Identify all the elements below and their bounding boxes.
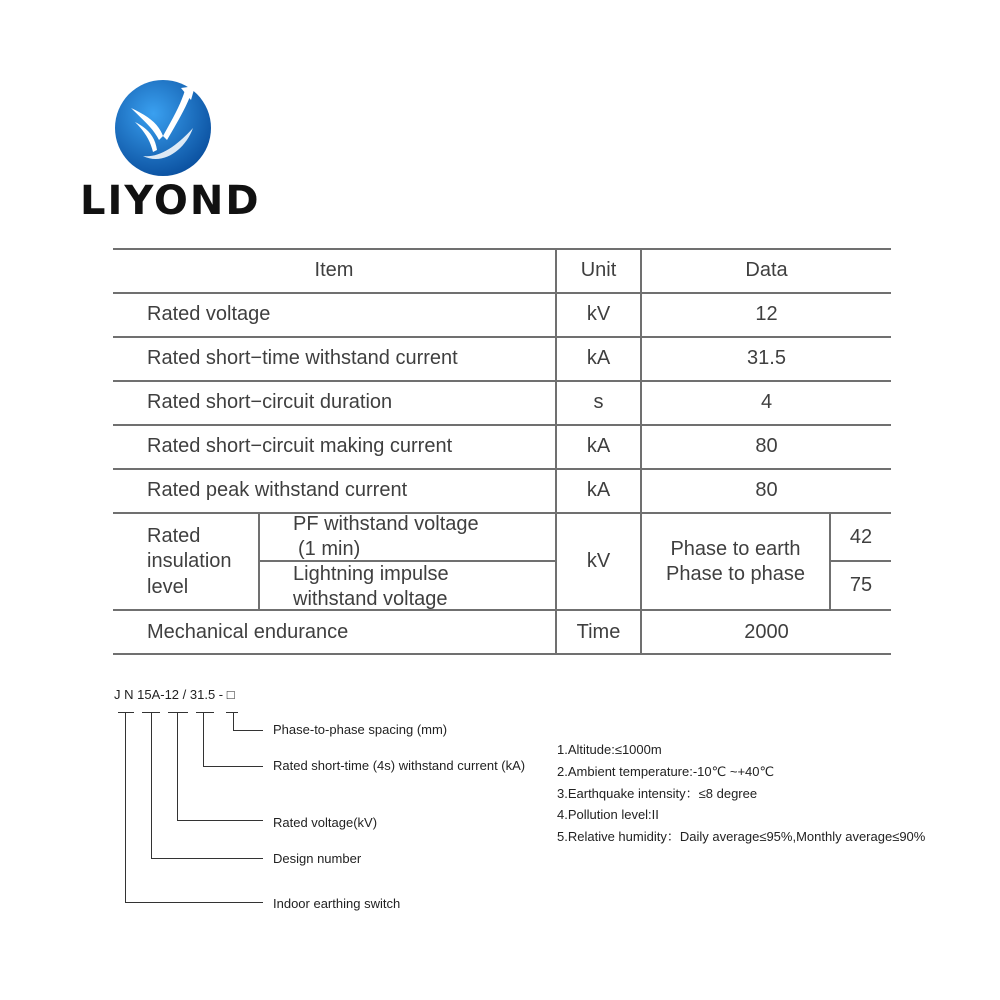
header-unit: Unit xyxy=(580,259,617,281)
label-spacing: Phase-to-phase spacing (mm) xyxy=(273,722,448,737)
brand-name: LIYOND xyxy=(80,178,261,224)
row-unit: kV xyxy=(586,303,611,325)
condition-temperature: 2.Ambient temperature:-10℃ ~+40℃ xyxy=(557,764,775,779)
label-design: Design number xyxy=(273,851,362,866)
row-unit: s xyxy=(593,391,604,413)
insulation-unit: kV xyxy=(586,550,611,572)
spec-table xyxy=(113,248,891,655)
header-item: Item xyxy=(314,259,354,281)
row-item: Rated voltage xyxy=(147,303,271,325)
leader-line xyxy=(177,820,263,821)
row-data: 12 xyxy=(755,303,778,325)
table-divider xyxy=(113,292,891,294)
condition-altitude: 1.Altitude:≤1000m xyxy=(557,742,662,757)
row-unit: kA xyxy=(586,479,611,501)
leader-line xyxy=(233,730,263,731)
row-item: Mechanical endurance xyxy=(147,621,349,643)
header-data: Data xyxy=(745,259,788,281)
phase-to-earth: Phase to earth xyxy=(670,538,801,560)
insulation-label: Rated xyxy=(147,525,201,547)
lightning-impulse-label: withstand voltage xyxy=(293,588,448,610)
liyond-globe-logo-icon xyxy=(113,78,213,178)
leader-line xyxy=(125,713,126,903)
label-current: Rated short-time (4s) withstand current (kA) xyxy=(273,758,526,773)
row-data: 31.5 xyxy=(747,347,786,369)
insulation-value: 42 xyxy=(849,526,873,548)
row-unit: Time xyxy=(576,621,621,643)
table-border-top xyxy=(113,248,891,250)
code-tick xyxy=(118,712,134,713)
table-column-divider xyxy=(258,512,260,609)
insulation-value: 75 xyxy=(849,574,873,596)
code-tick xyxy=(168,712,188,713)
row-item: Rated short−time withstand current xyxy=(147,347,458,369)
row-unit: kA xyxy=(586,435,611,457)
lightning-impulse-label: Lightning impulse xyxy=(293,563,449,585)
label-voltage: Rated voltage(kV) xyxy=(273,815,378,830)
row-data: 2000 xyxy=(744,621,789,643)
row-data: 80 xyxy=(755,479,778,501)
insulation-label: level xyxy=(147,576,189,598)
table-divider xyxy=(113,336,891,338)
leader-line xyxy=(203,713,204,767)
table-divider xyxy=(113,468,891,470)
table-divider xyxy=(113,380,891,382)
condition-earthquake: 3.Earthquake intensity：≤8 degree xyxy=(557,786,758,801)
row-unit: kA xyxy=(586,347,611,369)
pf-withstand-label: PF withstand voltage xyxy=(293,513,479,535)
model-code: J N 15A-12 / 31.5 - □ xyxy=(114,687,235,702)
table-border-bottom xyxy=(113,653,891,655)
row-item: Rated peak withstand current xyxy=(147,479,408,501)
phase-to-phase: Phase to phase xyxy=(666,563,805,585)
table-divider xyxy=(113,424,891,426)
row-item: Rated short−circuit duration xyxy=(147,391,393,413)
leader-line xyxy=(203,766,263,767)
leader-line xyxy=(151,713,152,859)
condition-humidity: 5.Relative humidity：Daily average≤95%,Monthly average≤90% xyxy=(557,829,926,844)
insulation-label: insulation xyxy=(147,550,232,572)
leader-line xyxy=(151,858,263,859)
code-tick xyxy=(196,712,214,713)
table-divider xyxy=(830,560,891,562)
code-tick xyxy=(226,712,238,713)
label-switch: Indoor earthing switch xyxy=(273,896,401,911)
row-item: Rated short−circuit making current xyxy=(147,435,453,457)
pf-withstand-label: (1 min) xyxy=(298,538,361,560)
row-data: 80 xyxy=(755,435,778,457)
condition-pollution: 4.Pollution level:II xyxy=(557,807,659,822)
leader-line xyxy=(233,713,234,731)
table-divider xyxy=(113,609,891,611)
table-divider xyxy=(113,512,891,514)
leader-line xyxy=(125,902,263,903)
logo xyxy=(80,78,261,224)
row-data: 4 xyxy=(760,391,773,413)
leader-line xyxy=(177,713,178,821)
